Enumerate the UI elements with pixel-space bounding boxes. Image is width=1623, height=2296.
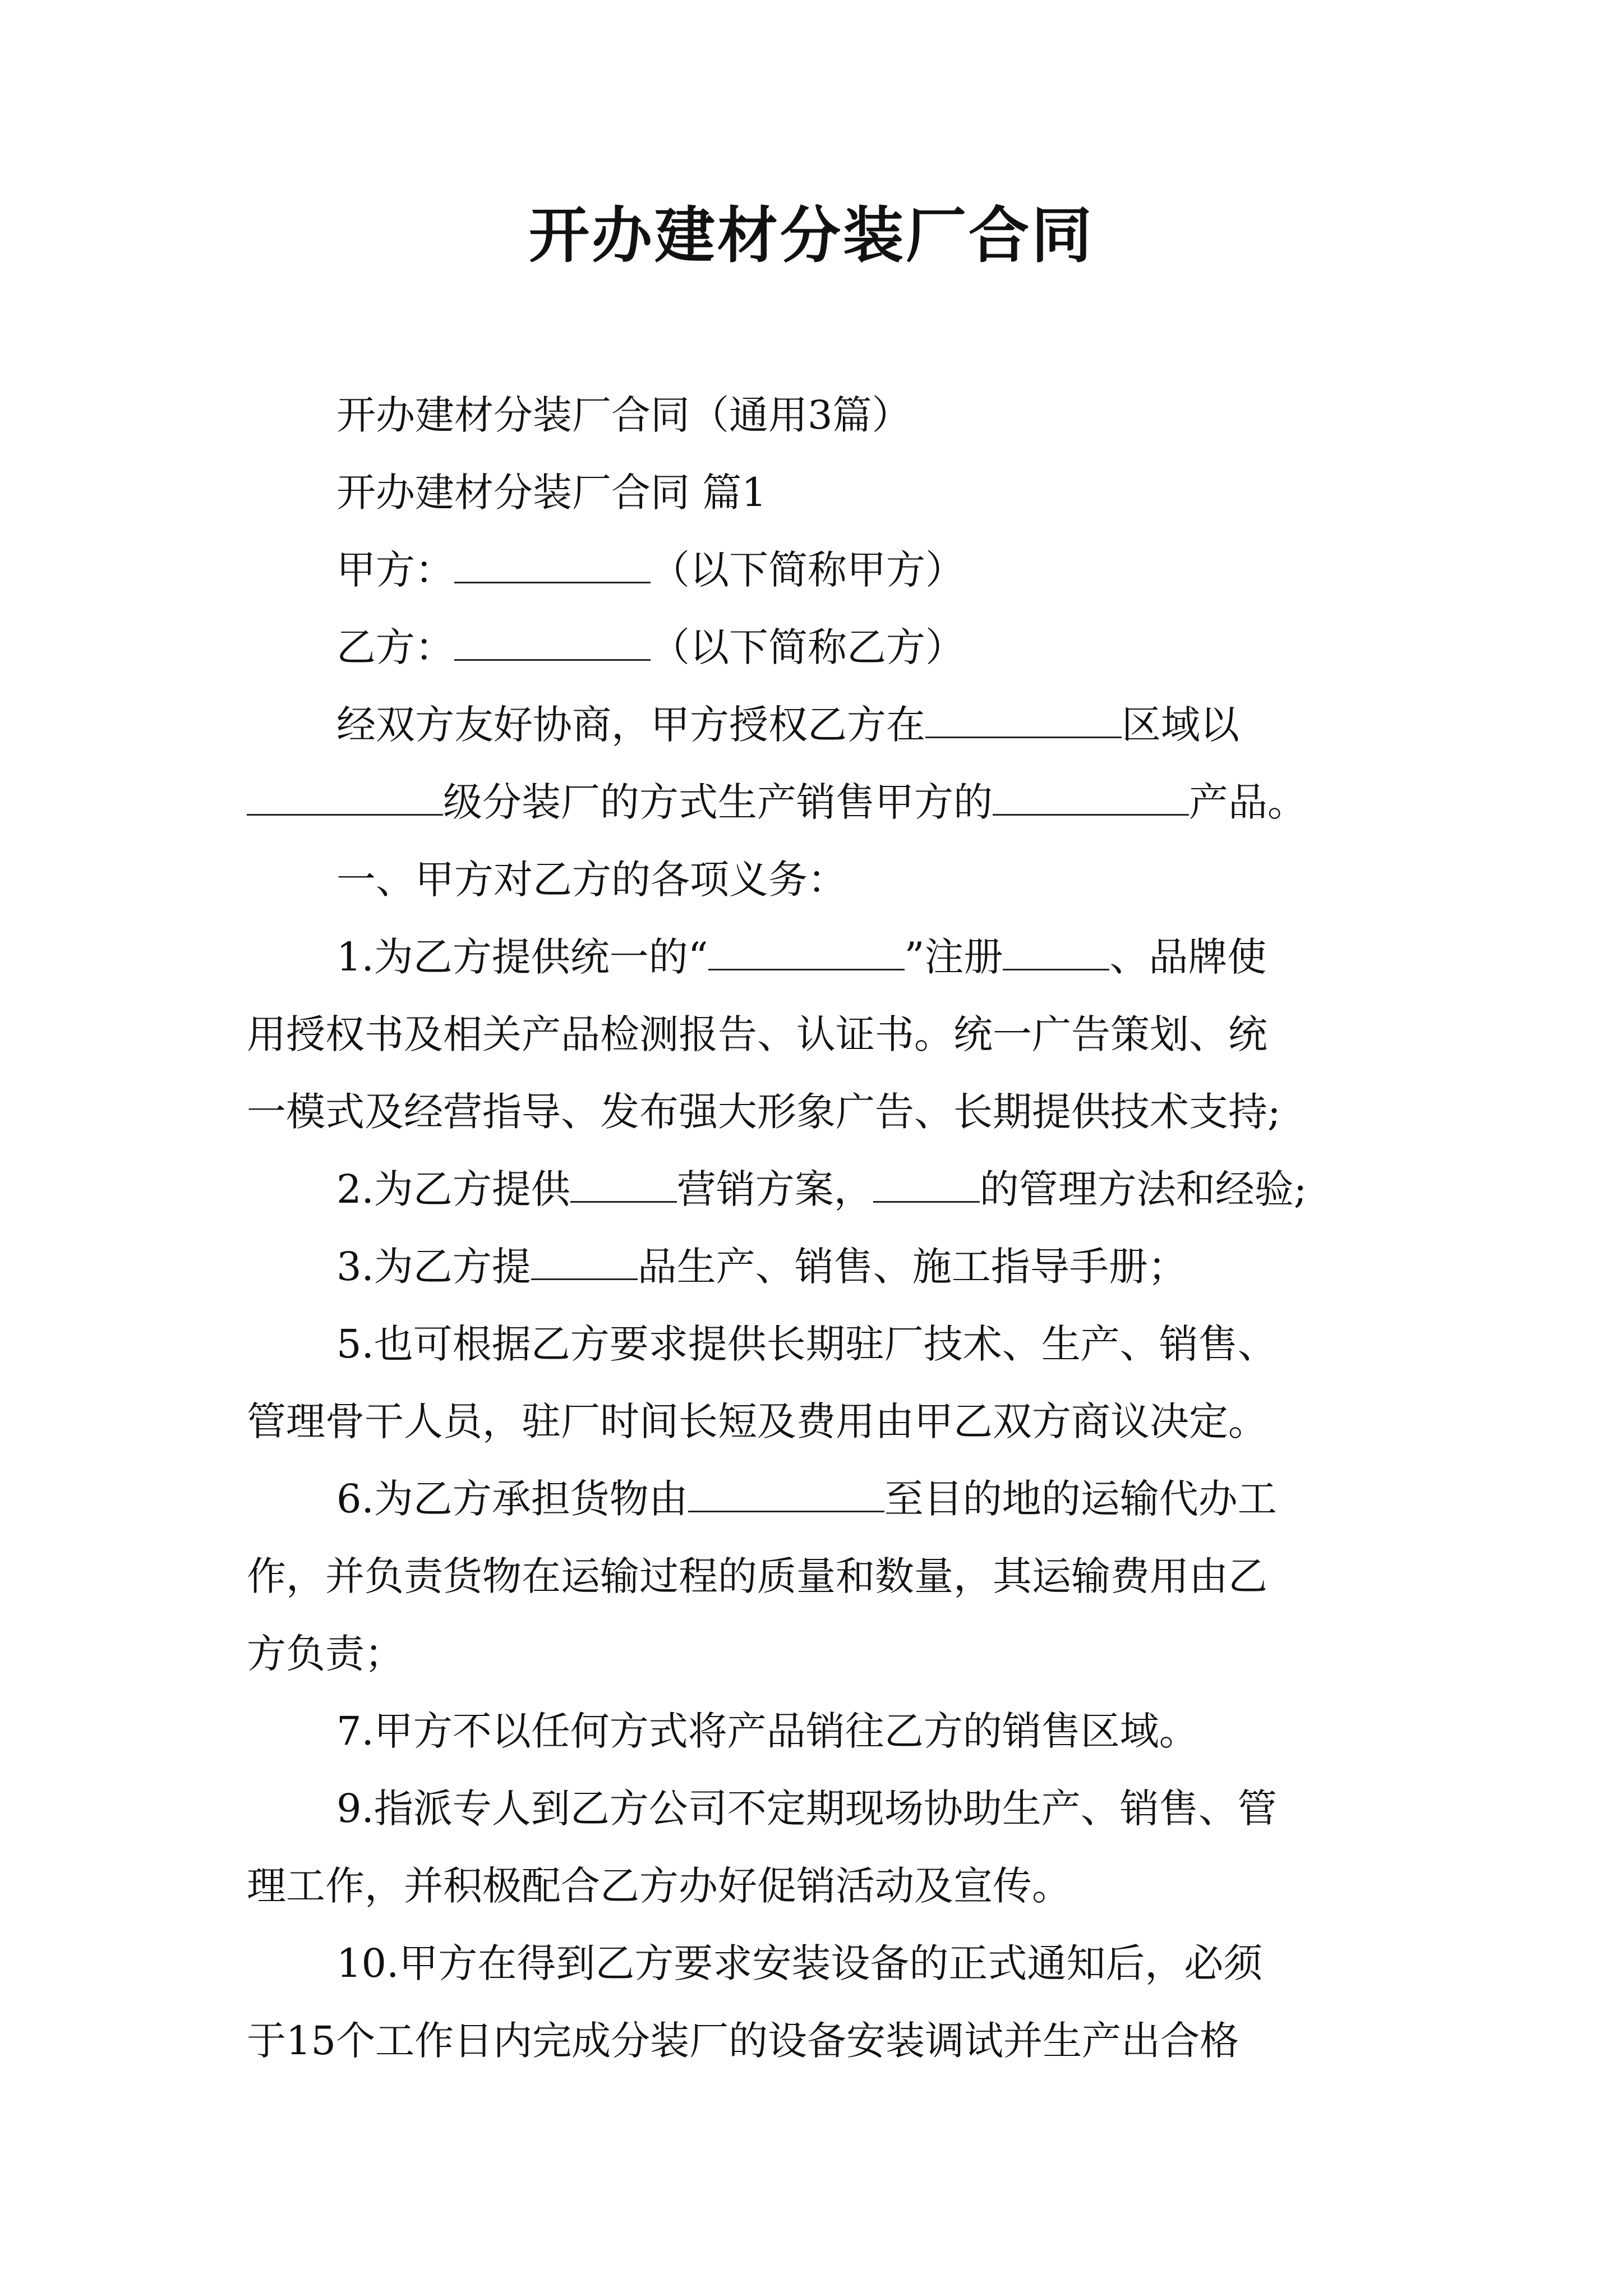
blank-marketing (570, 1167, 677, 1203)
text-span: 5.也可根据乙方要求提供长期驻厂技术、生产、销售、 (336, 1321, 1277, 1367)
text-span: 7.甲方不以任何方式将产品销往乙方的销售区域。 (336, 1708, 1198, 1754)
paragraph-line (336, 1935, 1262, 1991)
text-span: 3.为乙方提 (336, 1244, 531, 1290)
text-span: 于15个工作日内完成分装厂的设备安装调试并生产出合格 (247, 2018, 1239, 2064)
paragraph-line (336, 1703, 1198, 1759)
text-span: 管理骨干人员，驻厂时间长短及费用由甲乙双方商议决定。 (247, 1398, 1267, 1444)
party-b-line (336, 619, 965, 675)
text-span: 一、甲方对乙方的各项义务： (336, 857, 847, 903)
paragraph-line (336, 1471, 1277, 1527)
text-span: 区域以 (1122, 702, 1239, 748)
paragraph-line (247, 1006, 1267, 1062)
text-span: （以下简称乙方） (651, 624, 965, 670)
text-span: 作，并负责货物在运输过程的质量和数量，其运输费用由乙 (247, 1553, 1267, 1599)
paragraph-line (247, 1393, 1267, 1450)
blank-origin (688, 1477, 884, 1512)
text-span: 级分装厂的方式生产销售甲方的 (443, 779, 993, 825)
text-span: 营销方案， (676, 1166, 873, 1212)
blank-party-b (454, 625, 651, 661)
text-span: 一模式及经营指导、发布强大形象广告、长期提供技术支持; (247, 1089, 1281, 1135)
subtitle-line (336, 387, 911, 443)
blank-party-a (454, 548, 651, 583)
paragraph-line (336, 1161, 1307, 1217)
text-span: ”注册 (904, 934, 1003, 980)
paragraph-line (336, 1239, 1187, 1295)
paragraph-line (336, 929, 1266, 985)
blank-level (247, 780, 443, 816)
text-span: 开办建材分装厂合同（通用3篇） (336, 392, 911, 438)
text-span: 甲方： (336, 547, 454, 593)
paragraph-line (247, 1548, 1267, 1604)
text-span: 经双方友好协商，甲方授权乙方在 (336, 702, 925, 748)
text-span: 至目的地的运输代办工 (884, 1476, 1277, 1522)
blank-region (925, 703, 1122, 738)
paragraph-line (247, 774, 1307, 830)
text-span: 2.为乙方提供 (336, 1166, 570, 1212)
blank-brand (708, 935, 905, 970)
paragraph-line (247, 1626, 404, 1682)
section-heading (336, 464, 767, 521)
text-span: 9.指派专人到乙方公司不定期现场协助生产、销售、管 (336, 1786, 1277, 1832)
text-span: 开办建材分装厂合同 篇1 (336, 470, 767, 516)
text-span: 理工作，并积极配合乙方办好促销活动及宣传。 (247, 1863, 1071, 1909)
text-span: 的管理方法和经验; (979, 1166, 1307, 1212)
blank-register (1003, 935, 1109, 970)
text-span: 、品牌使 (1109, 934, 1267, 980)
document-title: 开办建材分装厂合同 (528, 200, 1094, 271)
paragraph-line (247, 2013, 1239, 2069)
blank-management (873, 1167, 980, 1203)
blank-manual (531, 1245, 638, 1280)
text-span: 产品。 (1189, 779, 1307, 825)
text-span: 乙方： (336, 624, 454, 670)
text-span: 方负责； (247, 1631, 404, 1677)
text-span: 6.为乙方承担货物由 (336, 1476, 688, 1522)
paragraph-line (336, 697, 1239, 753)
party-a-line (336, 542, 965, 598)
paragraph-line (247, 1084, 1281, 1140)
text-span: 1.为乙方提供统一的“ (336, 934, 708, 980)
paragraph-line (336, 1316, 1277, 1372)
text-span: 10.甲方在得到乙方要求安装设备的正式通知后，必须 (336, 1940, 1263, 1986)
blank-product (993, 780, 1189, 816)
paragraph-line (336, 1780, 1277, 1837)
obligations-heading (336, 852, 847, 908)
text-span: 品生产、销售、施工指导手册； (637, 1244, 1187, 1290)
text-span: （以下简称甲方） (651, 547, 965, 593)
paragraph-line (247, 1858, 1071, 1914)
text-span: 用授权书及相关产品检测报告、认证书。统一广告策划、统 (247, 1011, 1267, 1057)
